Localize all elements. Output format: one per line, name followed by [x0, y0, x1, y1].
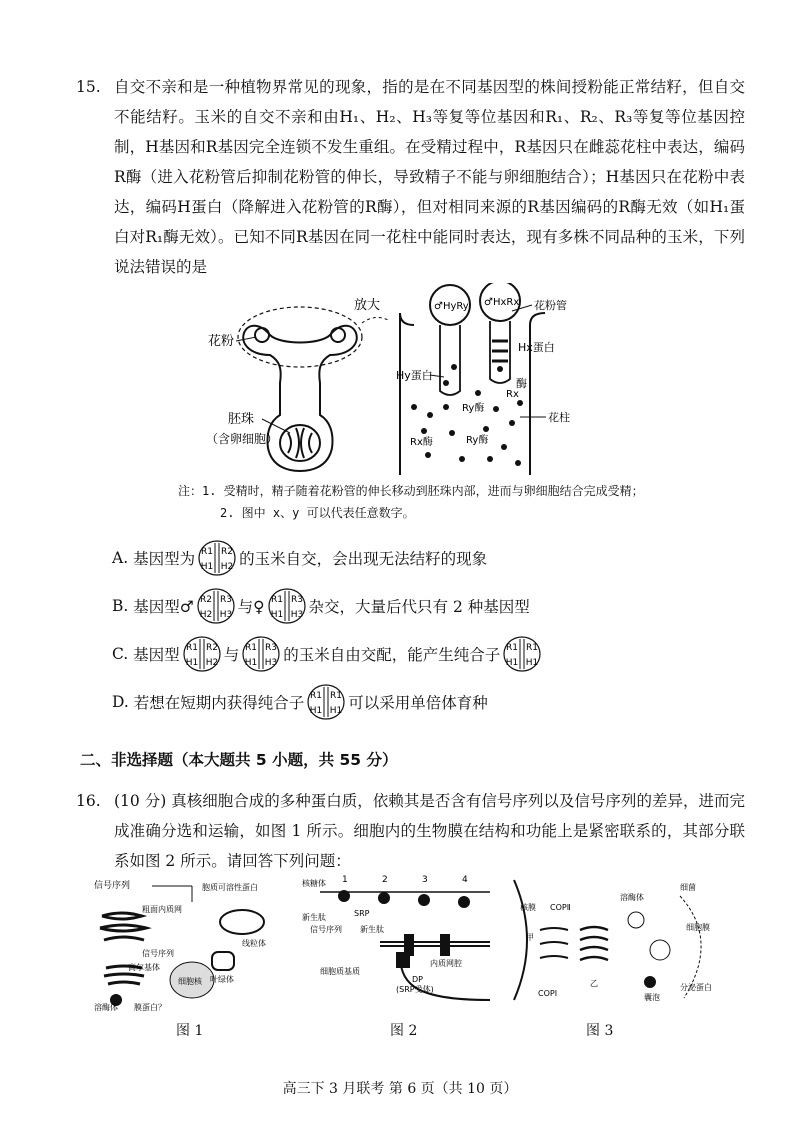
fig1-signal-label-2: 信号序列 — [142, 949, 174, 958]
fig3-copi-label: COPⅠ — [538, 989, 558, 998]
allele-label: H1 — [330, 706, 343, 716]
allele-label: R2 — [199, 595, 212, 605]
allele-label: R3 — [219, 595, 232, 605]
option-letter: D. — [112, 693, 129, 711]
fig3-golgi — [580, 927, 608, 960]
allele-label: R2 — [221, 547, 234, 557]
fig3-bacteria-label: 细菌 — [680, 883, 696, 892]
question-stem: 自交不亲和是一种植物界常见的现象，指的是在不同基因型的株间授粉能正常结籽，但自交不能结籽。玉米的自交不亲和由H₁、H₂、H₃等复等位基因和R₁、R₂、R₃等复等位基因控制，H基因和R基因完全连锁不发生重组。在受精过程中，R基因只在雌蕊花柱中表达，编码R酶（进入花粉管后抑制花粉管的伸长，导致精子不能与卵细胞结合）；H基因只在花粉中表达，编码H蛋白（降解进入花粉管的R酶），但对相同来源的R基因编码的R酶无效（如H₁蛋白对R₁酶无效）。已知不同R基因在同一花柱中能同时表达，现有多株不同品种的玉米，下列说法错误的是 — [114, 78, 745, 276]
fig2-peptide-label: 新生肽 — [302, 913, 326, 922]
question-number: 16. — [76, 792, 101, 810]
allele-label: R3 — [290, 595, 303, 605]
option-text: 基因型♂ — [133, 598, 194, 616]
fig2-dp — [396, 952, 410, 968]
fig2-step-1: 1 — [342, 875, 348, 885]
fig1-chloroplast — [212, 952, 234, 970]
pollen-label: 花粉 — [208, 334, 235, 349]
fig3-jia-label: 甲 — [526, 933, 534, 942]
allele-label: H1 — [310, 706, 323, 716]
figure-2 — [300, 872, 500, 1012]
allele-label: H1 — [505, 658, 519, 668]
genotype-symbol — [182, 635, 222, 673]
fig1-mito-label: 线粒体 — [242, 939, 266, 948]
option-letter: A. — [112, 549, 129, 567]
allele-label: R1 — [270, 595, 283, 605]
fig1-chloro-label: 叶绿体 — [210, 975, 234, 984]
option-c[interactable] — [112, 634, 544, 674]
fig2-signal-label: 信号序列 — [310, 925, 342, 934]
fig3-membrane-label: 细胞膜 — [686, 923, 710, 932]
hy-protein-label: Hy蛋白 — [396, 369, 433, 382]
allele-label: R1 — [185, 643, 198, 653]
ovule-sub: （含卵细胞） — [206, 432, 279, 446]
enzyme-label: 酶 — [516, 377, 527, 390]
genotype-symbol — [502, 635, 542, 673]
allele-label: H2 — [220, 562, 234, 572]
ovule-label: 胚珠 — [228, 412, 255, 427]
allele-label: R1 — [310, 691, 323, 701]
magnify-dashed-circle — [238, 307, 362, 367]
fig2-step-2: 2 — [382, 875, 388, 885]
option-letter: B. — [112, 597, 129, 615]
fig1-golgi-label: 高尔基体 — [128, 963, 160, 972]
fig1-nucleus-label: 细胞核 — [178, 977, 202, 986]
genotype-symbol — [267, 587, 307, 625]
question-text: (10 分) 真核细胞合成的多种蛋白质，依赖其是否含有信号序列以及信号序列的差异，进而完成准确分选和运输，如图 1 所示。细胞内的生物膜在结构和功能上是紧密联系的，其部分联系如图 2 所示。请回答下列问题： — [114, 792, 745, 870]
magnify-arrow — [362, 317, 390, 323]
pollen1-label: ♂HyRy — [434, 301, 469, 312]
option-text: 与 — [223, 646, 240, 664]
magnify-label: 放大 — [354, 298, 381, 313]
fig3-copii-label: COPⅡ — [550, 903, 571, 912]
fig1-membrane-protein-label: 膜蛋白？ — [134, 1003, 166, 1012]
figure-note-1: 注：1. 受精时，精子随着花粉管的伸长移动到胚珠内部，进而与卵细胞结合完成受精； — [178, 484, 644, 498]
figure-note-2: 2. 图中 x、y 可以代表任意数字。 — [220, 506, 415, 520]
fig2-lumen-label: 内质网腔 — [430, 959, 462, 968]
allele-label: H1 — [200, 562, 214, 572]
fig3-secretion-label: 分泌蛋白 — [680, 983, 712, 992]
allele-label: R1 — [506, 643, 519, 653]
option-text: 的玉米自由交配，能产生纯合子 — [283, 646, 501, 664]
page-footer: 高三下 3 月联考 第 6 页（共 10 页） — [282, 1081, 518, 1097]
option-text: 与♀ — [237, 598, 265, 616]
allele-label: H1 — [244, 658, 258, 668]
option-text: 杂交，大量后代只有 2 种基因型 — [308, 598, 530, 616]
fig2-dp-label: DP — [412, 975, 423, 984]
option-text: 可以采用单倍体育种 — [348, 694, 488, 712]
self-incompatibility-figure — [200, 283, 600, 475]
fig2-receptor-label: (SRP受体) — [396, 985, 434, 994]
figure-3 — [510, 870, 720, 1010]
allele-label: H1 — [270, 610, 283, 620]
fig3-nuclear-label: 核膜 — [520, 903, 536, 912]
allele-label: R1 — [201, 547, 214, 557]
fig2-step-3: 3 — [422, 875, 428, 885]
allele-label: H3 — [264, 658, 278, 668]
fig1-caption: 图 1 — [176, 1023, 204, 1039]
section-heading: 二、非选择题（本大题共 5 小题，共 55 分） — [80, 751, 398, 769]
fig2-er-membrane — [380, 942, 490, 946]
option-text: 基因型 — [133, 646, 180, 664]
fig1-lysosome-label: 溶酶体 — [94, 1003, 118, 1012]
rx-enzyme2-label: Rx酶 — [410, 437, 433, 448]
option-letter: C. — [112, 645, 129, 663]
allele-label: R1 — [245, 643, 258, 653]
fig1-cytosol-label: 胞质可溶性蛋白 — [202, 883, 258, 892]
allele-label: H3 — [219, 610, 232, 620]
allele-label: H1 — [525, 658, 539, 668]
hx-protein-label: Hx蛋白 — [518, 341, 555, 354]
option-a[interactable] — [112, 538, 487, 578]
fig3-caption: 图 3 — [586, 1023, 614, 1039]
style-outline — [400, 313, 545, 475]
genotype-symbol — [196, 587, 236, 625]
pollen-tube-1 — [440, 325, 460, 395]
figure-1 — [92, 872, 282, 1012]
option-text: 的玉米自交，会出现无法结籽的现象 — [239, 550, 488, 568]
allele-label: R2 — [205, 643, 218, 653]
fig2-peptide-label-2: 新生肽 — [360, 925, 384, 934]
question-15 — [76, 72, 745, 282]
fig1-rer-label: 粗面内质网 — [142, 905, 182, 914]
fig2-ribosome-label: 核糖体 — [302, 879, 326, 888]
fig3-yi-label: 乙 — [590, 979, 598, 988]
ry-enzyme2-label: Ry酶 — [466, 435, 489, 446]
allele-label: H1 — [185, 658, 198, 668]
genotype-symbol — [197, 539, 237, 577]
option-b[interactable] — [112, 586, 530, 626]
option-text: 基因型为 — [133, 550, 196, 568]
fig2-srp-label: SRP — [354, 909, 370, 918]
fig1-signal-label: 信号序列 — [94, 881, 131, 891]
option-text: 若想在短期内获得纯合子 — [133, 694, 305, 712]
pollen2-label: ♂HxRx — [484, 297, 520, 308]
fig2-cytoplasm-label: 细胞质基质 — [320, 967, 360, 976]
option-d[interactable] — [112, 682, 488, 722]
style-label: 花柱 — [548, 411, 570, 424]
ry-enzyme-label: Ry酶 — [462, 403, 485, 414]
fig1-mitochondrion — [220, 910, 264, 934]
fig2-caption: 图 2 — [390, 1023, 418, 1039]
allele-label: R1 — [526, 643, 539, 653]
fig2-step-4: 4 — [462, 875, 468, 885]
tube-label: 花粉管 — [534, 299, 567, 312]
fig3-lysosome-label: 溶酶体 — [620, 893, 644, 902]
allele-label: R3 — [265, 643, 278, 653]
pistil-diagram — [243, 326, 357, 471]
allele-label: H2 — [199, 610, 212, 620]
genotype-symbol — [241, 635, 281, 673]
allele-label: H2 — [205, 658, 218, 668]
allele-label: H3 — [290, 610, 303, 620]
allele-label: R1 — [330, 691, 343, 701]
genotype-symbol — [306, 683, 346, 721]
question-number: 15. — [76, 78, 101, 96]
rx-label: Rx — [506, 389, 519, 400]
fig3-vesicle-label: 囊泡 — [644, 993, 660, 1002]
question-16 — [76, 786, 745, 876]
fig1-er — [100, 913, 146, 940]
